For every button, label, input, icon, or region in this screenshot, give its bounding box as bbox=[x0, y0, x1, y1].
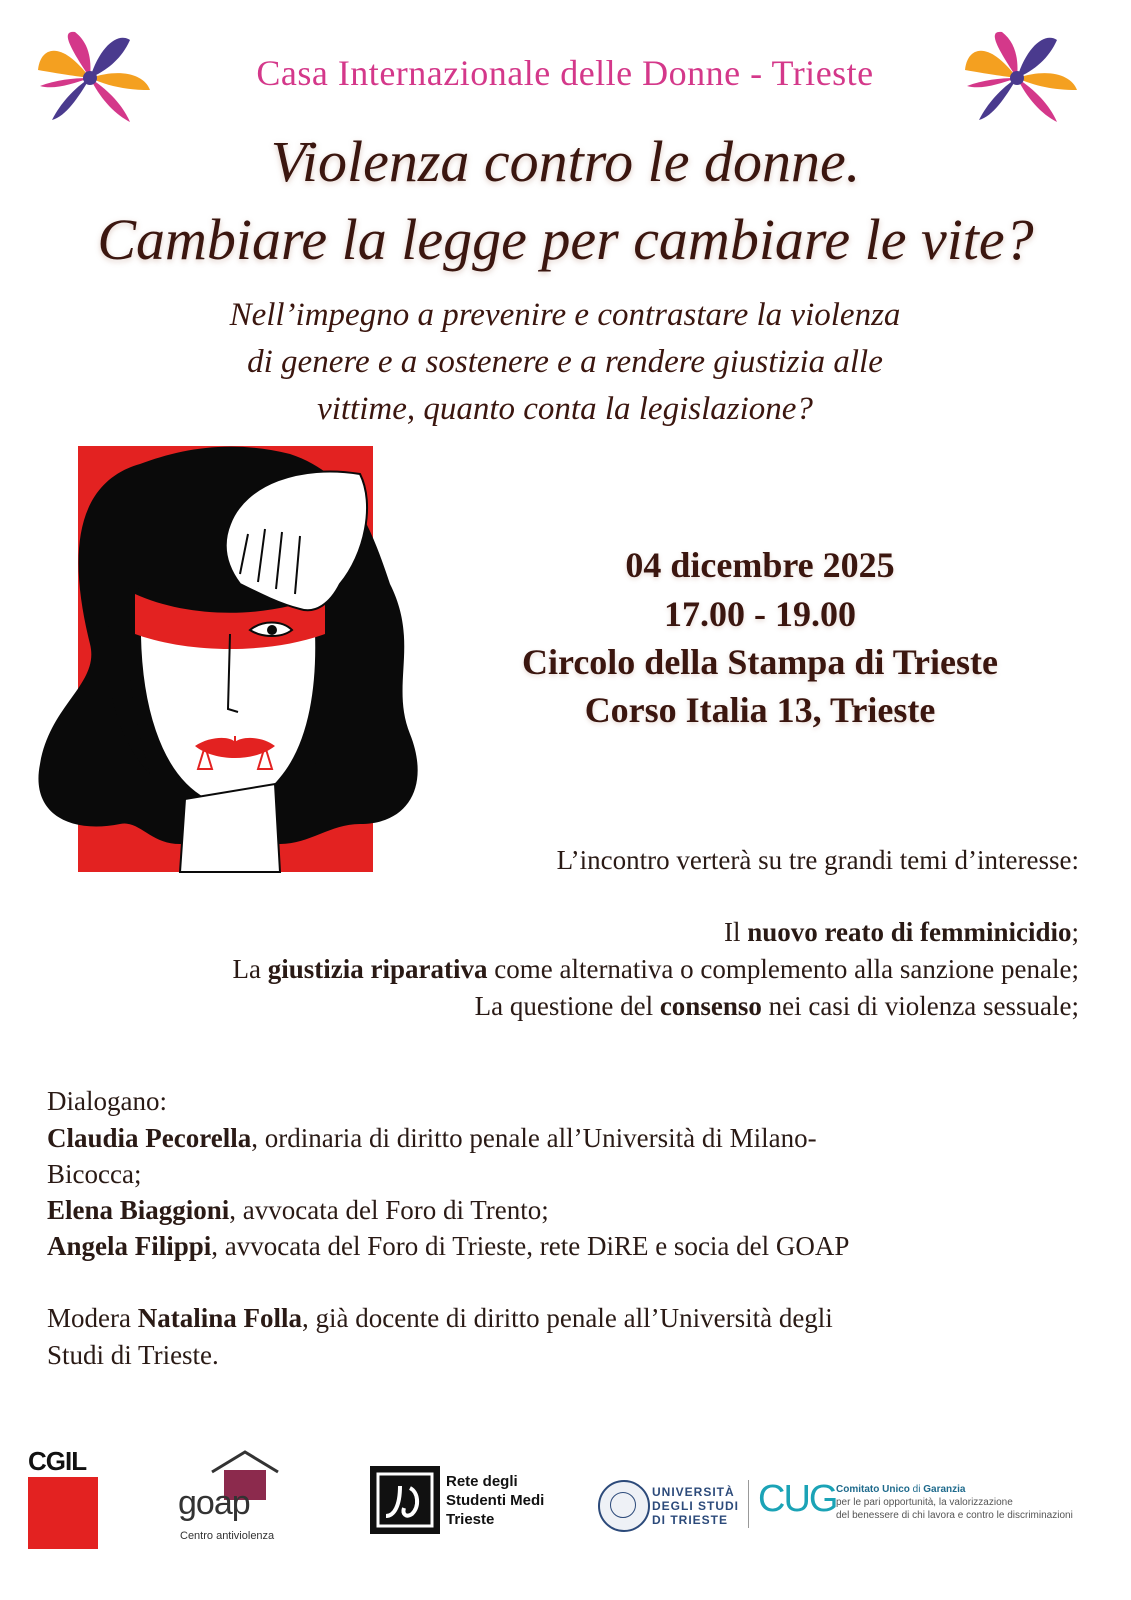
goap-logo: goap Centro antiviolenza bbox=[176, 1450, 286, 1550]
cug-description: Comitato Unico di Garanzia per le pari opportunità, la valorizzazione del benessere di chi lavora e contro le discriminazioni bbox=[836, 1484, 1073, 1521]
moderator: Modera Natalina Folla, già docente di diritto penale all’Università degli bbox=[47, 1303, 833, 1333]
topic-item: La giustizia riparativa come alternativa o complemento alla sanzione penale; bbox=[232, 954, 1079, 984]
organization-name: Casa Internazionale delle Donne - Trieste bbox=[256, 53, 874, 93]
speaker-item-continued: Bicocca; bbox=[47, 1159, 142, 1189]
event-time: 17.00 - 19.00 bbox=[664, 594, 856, 634]
cug-mark: CUG bbox=[758, 1478, 837, 1520]
event-date: 04 dicembre 2025 bbox=[625, 545, 895, 585]
speakers-heading: Dialogano: bbox=[47, 1086, 167, 1116]
title-line-2: Cambiare la legge per cambiare le vite? bbox=[97, 207, 1034, 272]
university-seal-icon bbox=[598, 1480, 650, 1532]
logo-divider bbox=[748, 1480, 749, 1528]
speaker-item: Claudia Pecorella, ordinaria di diritto penale all’Università di Milano- bbox=[47, 1123, 817, 1153]
speaker-item: Angela Filippi, avvocata del Foro di Trieste, rete DiRE e socia del GOAP bbox=[47, 1231, 850, 1261]
rete-studenti-name: Rete degli Studenti Medi Trieste bbox=[446, 1473, 545, 1528]
blindfolded-woman-illustration bbox=[30, 444, 430, 879]
title-line-1: Violenza contro le donne. bbox=[270, 129, 861, 194]
speaker-item: Elena Biaggioni, avvocata del Foro di Trento; bbox=[47, 1195, 549, 1225]
university-name: UNIVERSITÀ DEGLI STUDI DI TRIESTE bbox=[652, 1485, 740, 1527]
event-address: Corso Italia 13, Trieste bbox=[584, 690, 936, 730]
topics-intro: L’incontro verterà su tre grandi temi d’interesse: bbox=[556, 845, 1079, 875]
subtitle-line-1: Nell’impegno a prevenire e contrastare la violenza bbox=[229, 297, 901, 333]
ribbon-icon-left bbox=[30, 28, 154, 133]
event-venue: Circolo della Stampa di Trieste bbox=[522, 642, 998, 682]
subtitle-line-2: di genere e a sostenere e a rendere giustizia alle bbox=[247, 344, 883, 380]
moderator-continued: Studi di Trieste. bbox=[47, 1340, 219, 1370]
topic-item: La questione del consenso nei casi di violenza sessuale; bbox=[474, 991, 1079, 1021]
topic-item: Il nuovo reato di femminicidio; bbox=[723, 917, 1079, 947]
subtitle-line-3: vittime, quanto conta la legislazione? bbox=[317, 391, 813, 427]
cgil-logo: CGIL bbox=[28, 1447, 100, 1549]
rete-studenti-logo-mark bbox=[370, 1466, 440, 1534]
